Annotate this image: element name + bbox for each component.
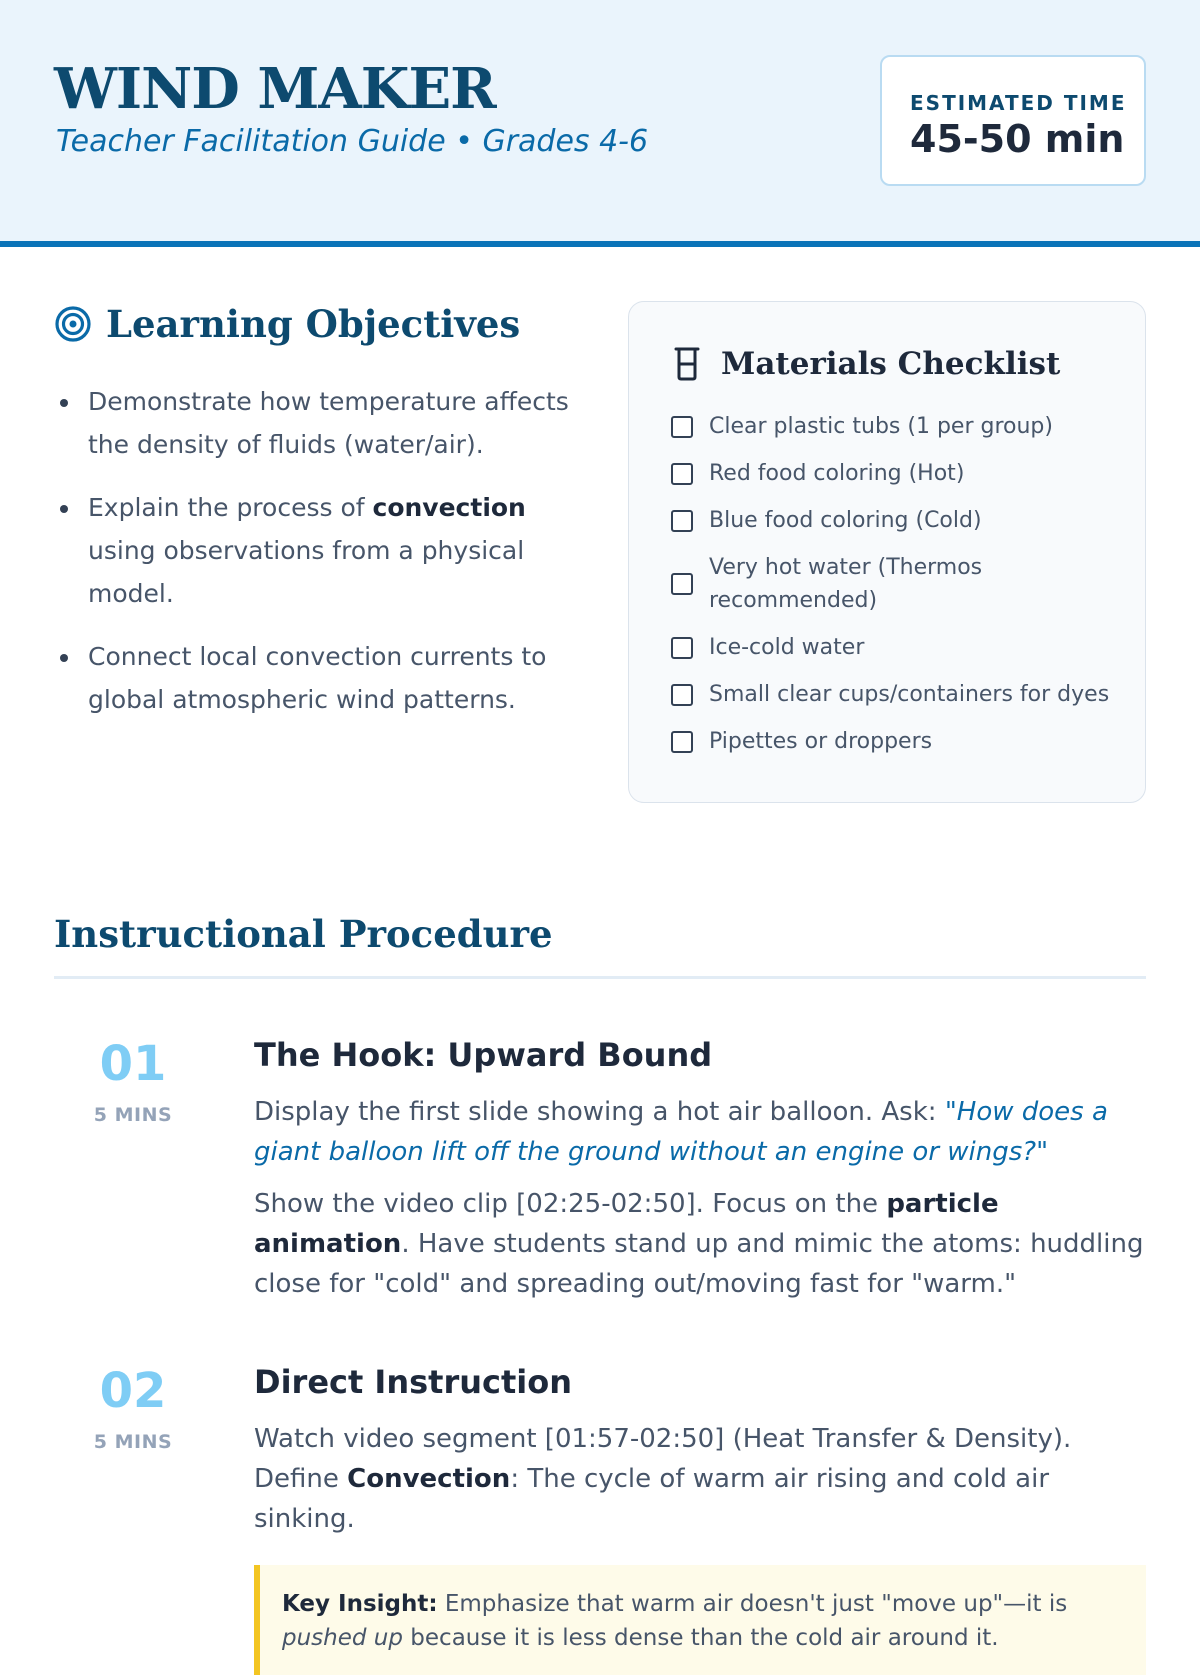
objectives-list <box>56 380 576 741</box>
objective-text-start: Explain the process of <box>88 493 373 522</box>
material-checkbox[interactable] <box>671 731 693 753</box>
material-item[interactable] <box>671 631 1121 664</box>
insight-label: Key Insight: <box>282 1591 438 1617</box>
step-duration: 5 MINS <box>93 1431 173 1453</box>
estimated-time-value: 45-50 min <box>910 117 1125 161</box>
objectives-heading <box>54 302 520 346</box>
step-text: Display the first slide showing a hot air balloon. Ask: <box>254 1097 945 1127</box>
key-insight-callout <box>254 1565 1146 1675</box>
materials-title: Materials Checklist <box>721 346 1061 382</box>
objective-item <box>56 380 576 466</box>
material-label: Red food coloring (Hot) <box>709 461 965 486</box>
objective-item <box>56 486 576 615</box>
beaker-icon <box>673 346 701 382</box>
material-label: Small clear cups/containers for dyes <box>709 682 1110 707</box>
material-item[interactable] <box>671 504 1121 537</box>
insight-emphasis: pushed up <box>282 1625 403 1651</box>
step-text: Show the video clip [02:25-02:50]. Focus on the <box>254 1189 887 1219</box>
material-item[interactable] <box>671 551 1121 617</box>
procedure-divider <box>54 976 1146 979</box>
material-item[interactable] <box>671 678 1121 711</box>
step-content <box>254 1363 1146 1675</box>
material-label: Pipettes or droppers <box>709 729 933 754</box>
step-number: 02 <box>99 1363 167 1419</box>
objective-keyword: convection <box>372 493 526 522</box>
page-title: WIND MAKER <box>54 56 496 122</box>
step-duration: 5 MINS <box>93 1104 173 1126</box>
step-heading: Direct Instruction <box>254 1363 573 1401</box>
material-checkbox[interactable] <box>671 684 693 706</box>
materials-list <box>671 410 1121 772</box>
materials-heading <box>673 346 1060 382</box>
step-keyword: Convection <box>347 1464 511 1494</box>
objective-text-end: using observations from a physical model. <box>88 536 525 608</box>
step-paragraph <box>254 1184 1146 1304</box>
material-label: Ice-cold water <box>709 635 865 660</box>
material-checkbox[interactable] <box>671 637 693 659</box>
step-heading: The Hook: Upward Bound <box>254 1036 713 1074</box>
material-label: Clear plastic tubs (1 per group) <box>709 414 1053 439</box>
step-number: 01 <box>99 1036 167 1092</box>
material-item[interactable] <box>671 725 1121 758</box>
step-text: . Have students stand up and mimic the atoms: huddling close for "cold" and spreading out/moving fast for "warm." <box>254 1229 1144 1299</box>
material-label: Very hot water (Thermos recommended) <box>709 555 983 613</box>
objective-item <box>56 635 576 721</box>
step-keyword: particle animation <box>254 1189 999 1259</box>
material-label: Blue food coloring (Cold) <box>709 508 982 533</box>
step-content <box>254 1036 1146 1316</box>
insight-text: Emphasize that warm air doesn't just "move up"—it is <box>437 1591 1068 1617</box>
objectives-title: Learning Objectives <box>106 302 521 346</box>
step-quote: "How does a giant balloon lift off the ground without an engine or wings?" <box>254 1097 1108 1167</box>
estimated-time-card <box>880 55 1146 186</box>
target-icon <box>54 305 92 343</box>
materials-card <box>628 301 1146 803</box>
step-paragraph <box>254 1092 1146 1172</box>
material-item[interactable] <box>671 410 1121 443</box>
step-text: : The cycle of warm air rising and cold air sinking. <box>254 1464 1050 1534</box>
header-banner <box>0 0 1200 247</box>
material-checkbox[interactable] <box>671 463 693 485</box>
material-checkbox[interactable] <box>671 416 693 438</box>
insight-text: because it is less dense than the cold air around it. <box>402 1625 999 1651</box>
estimated-time-label: ESTIMATED TIME <box>910 91 1127 115</box>
objective-text: Connect local convection currents to global atmospheric wind patterns. <box>88 642 547 714</box>
material-item[interactable] <box>671 457 1121 490</box>
material-checkbox[interactable] <box>671 510 693 532</box>
step-text: Watch video segment [01:57-02:50] (Heat Transfer & Density). Define <box>254 1424 1072 1494</box>
page-subtitle: Teacher Facilitation Guide • Grades 4-6 <box>56 124 649 159</box>
procedure-title: Instructional Procedure <box>54 912 553 956</box>
step-paragraph <box>254 1419 1146 1539</box>
material-checkbox[interactable] <box>671 573 693 595</box>
objective-text: Demonstrate how temperature affects the density of fluids (water/air). <box>88 387 569 459</box>
